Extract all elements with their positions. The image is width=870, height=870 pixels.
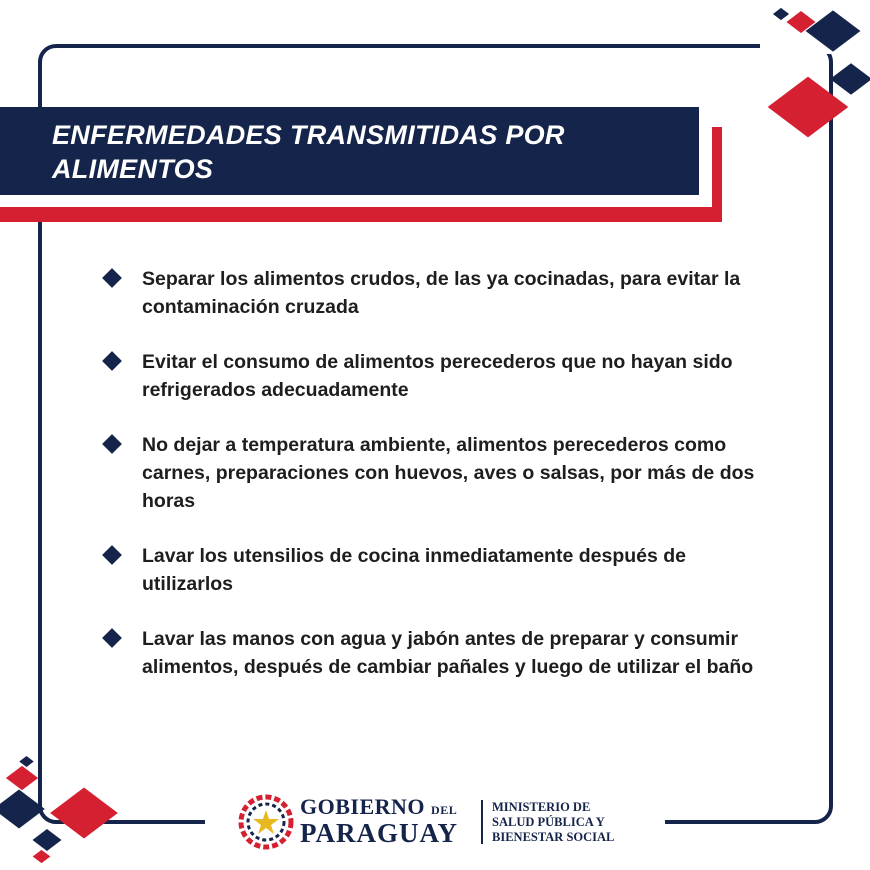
decorative-shape [32,829,61,851]
government-name-line1 [300,794,457,820]
decorative-shape [830,63,870,95]
decorative-shape [773,8,789,20]
list-item [100,625,780,681]
decorative-shape [6,766,38,790]
diamond-bullet-icon [102,628,122,648]
diamond-bullet-icon [102,434,122,454]
decorative-shape [33,850,51,863]
list-item [100,431,780,515]
list-item-text: Lavar las manos con agua y jabón antes de preparar y consumir alimentos, después de cambiar pañales y luego de utilizar el baño [142,628,754,678]
tips-list [100,265,780,708]
list-item-text: Separar los alimentos crudos, de las ya cocinadas, para evitar la contaminación cruzada [142,268,741,318]
paraguay-emblem-icon [238,794,294,850]
footer-logos [238,794,638,850]
gov-del-text: DEL [431,803,458,817]
logo-divider [481,800,483,844]
list-item-text: Lavar los utensilios de cocina inmediatamente después de utilizarlos [142,545,687,595]
ministry-name [492,800,614,845]
list-item-text: No dejar a temperatura ambiente, alimentos perecederos como carnes, preparaciones con huevos, aves o salsas, por más de dos horas [142,434,755,512]
ministry-line1: MINISTERIO DE [492,800,591,814]
diamond-bullet-icon [102,268,122,288]
list-item [100,348,780,404]
list-item-text: Evitar el consumo de alimentos perecederos que no hayan sido refrigerados adecuadamente [142,351,733,401]
ministry-line2: SALUD PÚBLICA Y [492,815,605,829]
diamond-bullet-icon [102,351,122,371]
diamond-bullet-icon [102,545,122,565]
list-item [100,542,780,598]
list-item [100,265,780,321]
government-name-line2: PARAGUAY [300,818,459,848]
gov-line1-text: GOBIERNO [300,794,426,819]
ministry-line3: BIENESTAR SOCIAL [492,830,615,844]
page-title: ENFERMEDADES TRANSMITIDAS POR ALIMENTOS [52,120,565,184]
